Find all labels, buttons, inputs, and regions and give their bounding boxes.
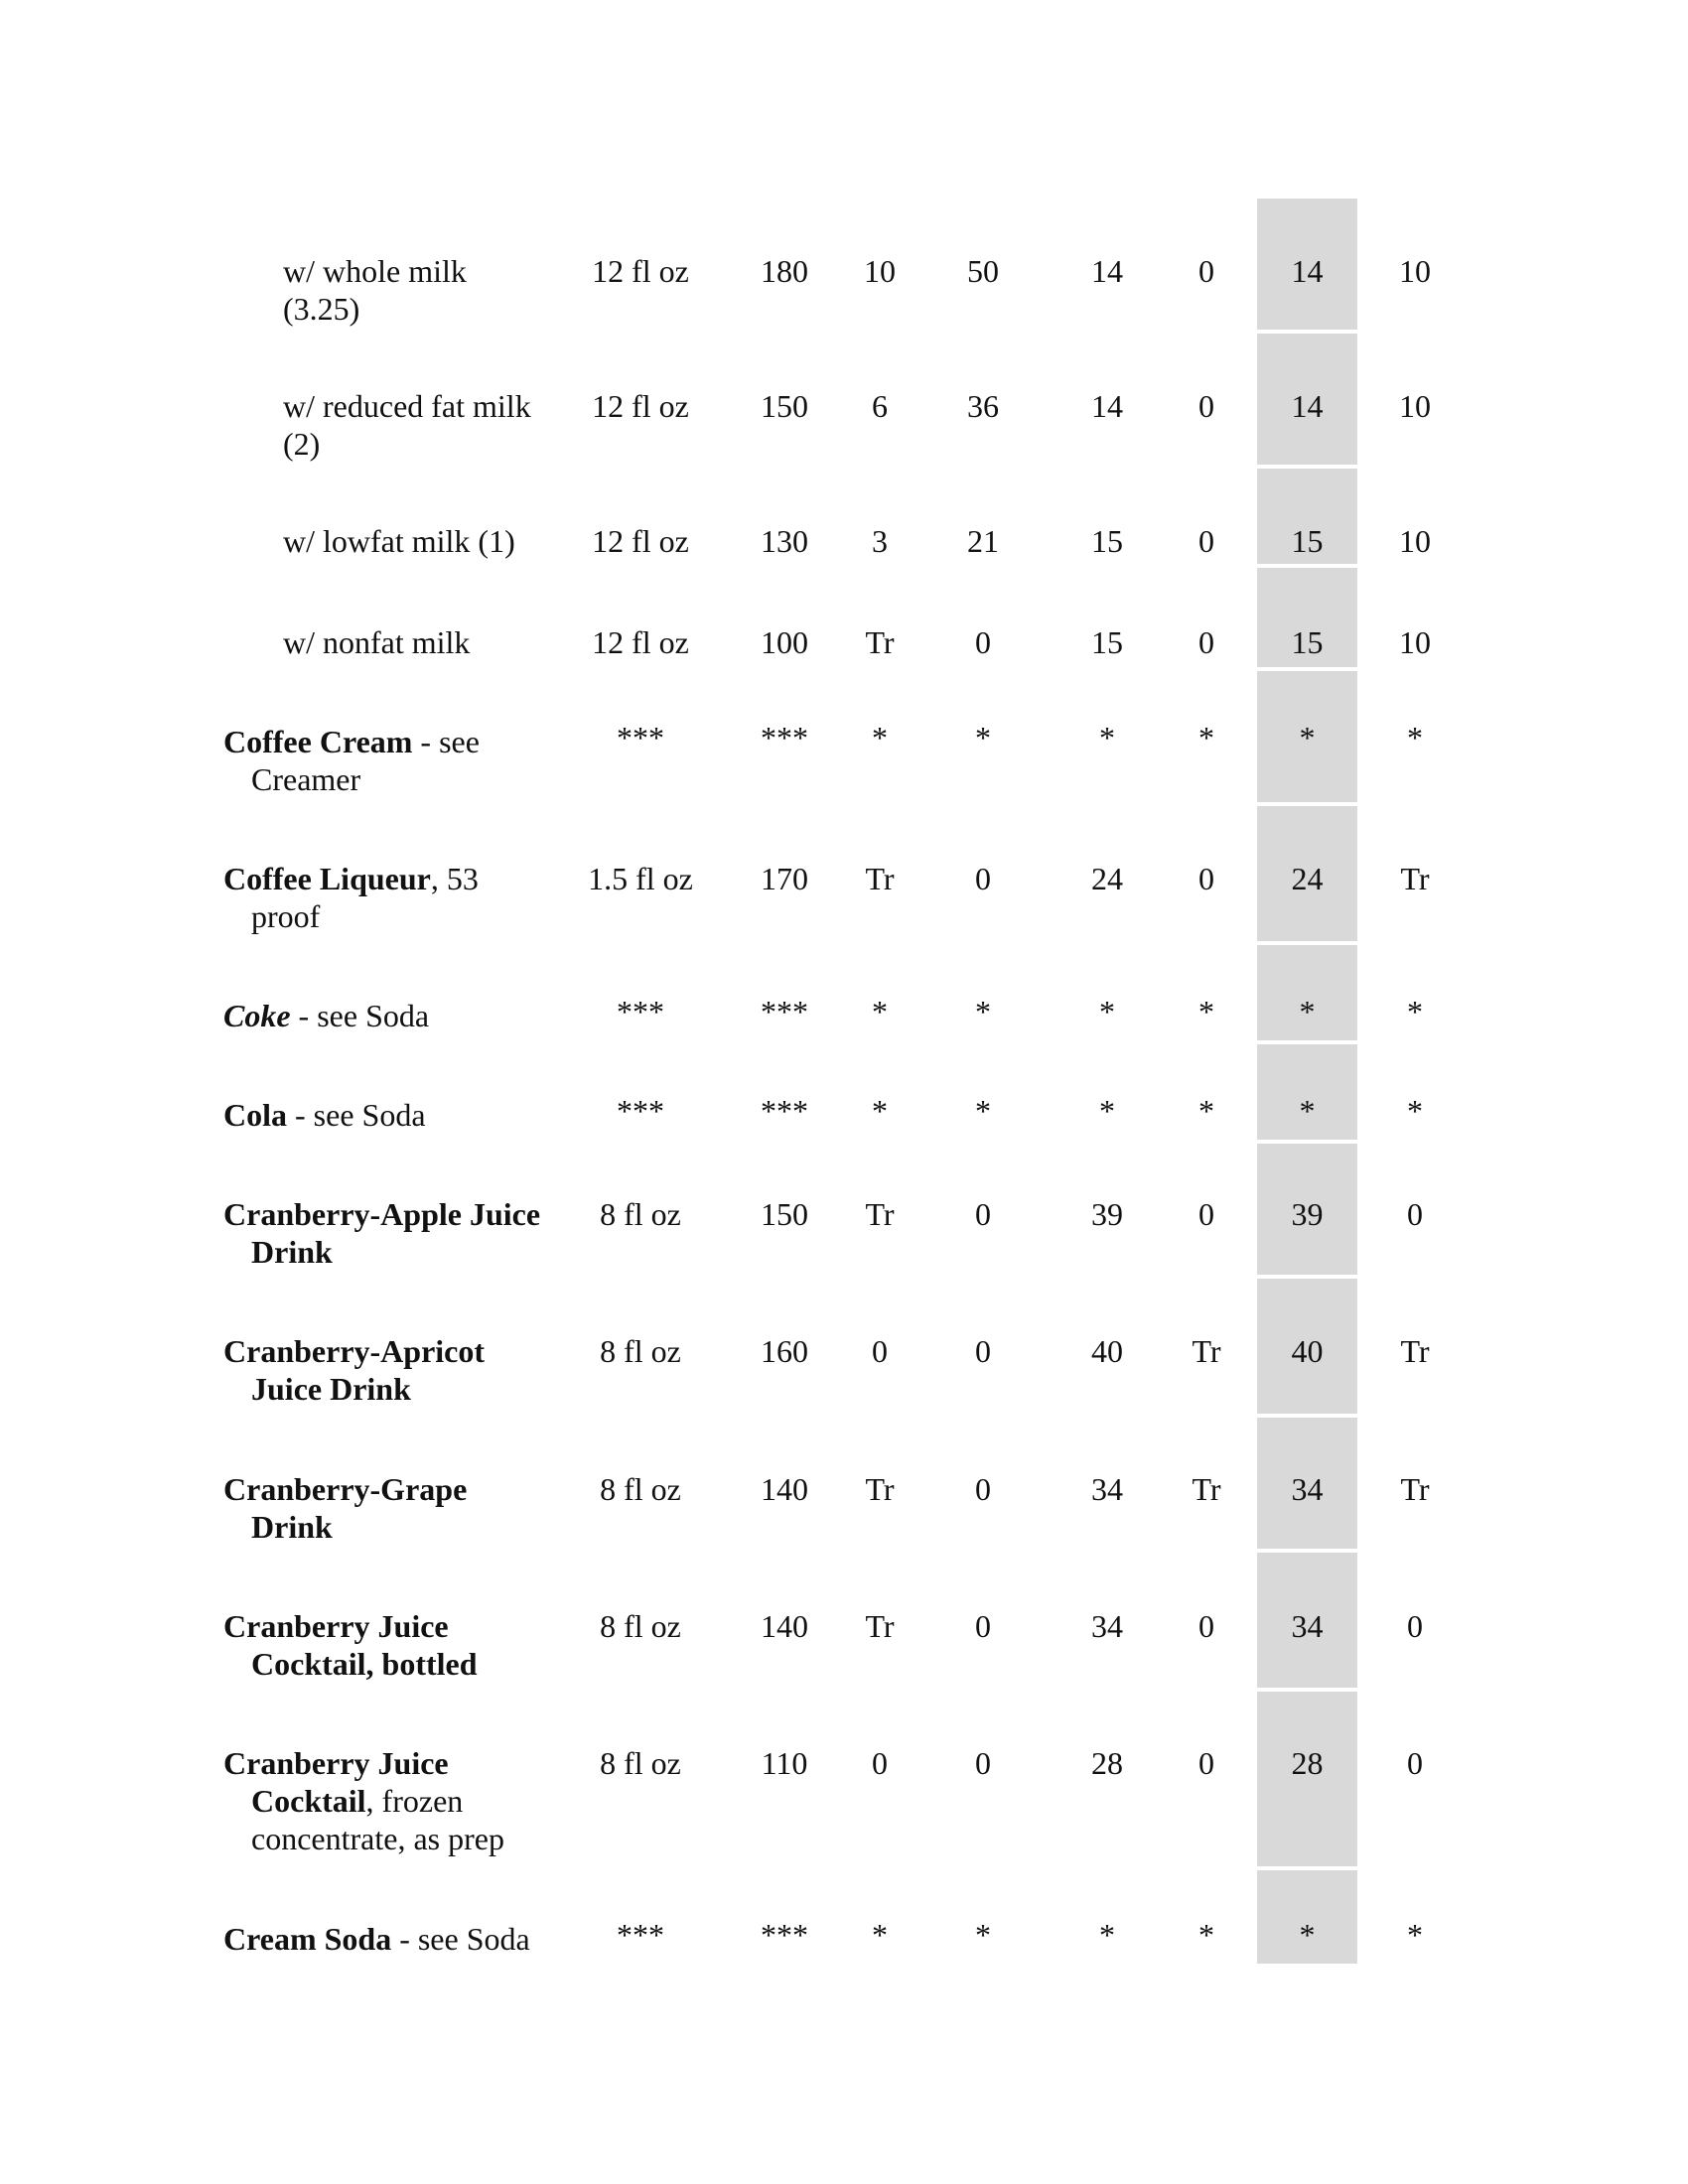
- value-cell: *: [1099, 720, 1115, 755]
- value-cell: *: [1198, 1093, 1214, 1129]
- value-cell: *: [872, 1093, 888, 1129]
- item-name: w/ whole milk (3.25): [283, 253, 467, 327]
- shaded-value-cell: *: [1299, 1917, 1316, 1953]
- serving-size: 12 fl oz: [592, 388, 689, 424]
- value-cell: Tr: [1192, 1333, 1221, 1369]
- shaded-value-cell: 28: [1291, 1745, 1324, 1781]
- value-cell: *: [1099, 1917, 1115, 1953]
- value-cell: 10: [1399, 523, 1431, 559]
- value-cell: Tr: [1400, 1471, 1430, 1507]
- value-cell: ***: [761, 720, 808, 755]
- value-cell: 0: [1198, 253, 1214, 289]
- value-cell: Tr: [1400, 861, 1430, 896]
- shaded-value-cell: 24: [1291, 861, 1324, 896]
- value-cell: 110: [761, 1745, 808, 1781]
- value-cell: 36: [967, 388, 999, 424]
- value-cell: 14: [1091, 388, 1123, 424]
- value-cell: 10: [1399, 388, 1431, 424]
- value-cell: 100: [761, 624, 808, 660]
- value-cell: 0: [872, 1745, 888, 1781]
- serving-size: 8 fl oz: [600, 1471, 681, 1507]
- value-cell: 0: [1198, 523, 1214, 559]
- value-cell: 160: [761, 1333, 808, 1369]
- item-name: Cranberry Juice Cocktail, frozen concentrate, as prep: [223, 1745, 504, 1856]
- shaded-value-cell: 40: [1291, 1333, 1324, 1369]
- value-cell: 34: [1091, 1471, 1123, 1507]
- serving-size: 8 fl oz: [600, 1196, 681, 1232]
- value-cell: 50: [967, 253, 999, 289]
- item-name: Coffee Cream - see Creamer: [223, 724, 480, 797]
- value-cell: 10: [1399, 624, 1431, 660]
- value-cell: 15: [1091, 624, 1123, 660]
- value-cell: 0: [1407, 1608, 1423, 1644]
- shaded-value-cell: *: [1299, 994, 1316, 1029]
- item-name: Cranberry Juice Cocktail, bottled: [223, 1608, 478, 1682]
- serving-size: 12 fl oz: [592, 253, 689, 289]
- value-cell: 14: [1091, 253, 1123, 289]
- value-cell: *: [975, 994, 991, 1029]
- value-cell: 10: [1399, 253, 1431, 289]
- item-name: Cream Soda - see Soda: [223, 1921, 530, 1957]
- value-cell: Tr: [1400, 1333, 1430, 1369]
- item-name: Coffee Liqueur, 53 proof: [223, 861, 479, 934]
- shaded-value-cell: 15: [1291, 624, 1324, 660]
- value-cell: *: [1198, 720, 1214, 755]
- value-cell: Tr: [865, 624, 895, 660]
- value-cell: *: [872, 720, 888, 755]
- value-cell: Tr: [1192, 1471, 1221, 1507]
- item-name: Cranberry-Grape Drink: [223, 1471, 468, 1545]
- value-cell: 0: [975, 1333, 991, 1369]
- value-cell: *: [1198, 1917, 1214, 1953]
- value-cell: *: [1407, 1093, 1423, 1129]
- value-cell: 0: [975, 1196, 991, 1232]
- shaded-value-cell: 34: [1291, 1471, 1324, 1507]
- value-cell: *: [975, 720, 991, 755]
- value-cell: 28: [1091, 1745, 1123, 1781]
- value-cell: 0: [1198, 624, 1214, 660]
- value-cell: Tr: [865, 861, 895, 896]
- serving-size: 12 fl oz: [592, 523, 689, 559]
- value-cell: 0: [1198, 861, 1214, 896]
- value-cell: *: [1407, 1917, 1423, 1953]
- item-name: Cranberry-Apricot Juice Drink: [223, 1333, 486, 1407]
- value-cell: *: [872, 994, 888, 1029]
- serving-size: 8 fl oz: [600, 1333, 681, 1369]
- serving-size: ***: [617, 1093, 664, 1129]
- value-cell: 0: [1198, 1745, 1214, 1781]
- value-cell: ***: [761, 1093, 808, 1129]
- serving-size: ***: [617, 994, 664, 1029]
- item-name: w/ reduced fat milk (2): [283, 388, 531, 462]
- value-cell: *: [872, 1917, 888, 1953]
- value-cell: *: [975, 1093, 991, 1129]
- value-cell: *: [975, 1917, 991, 1953]
- value-cell: *: [1099, 1093, 1115, 1129]
- value-cell: 40: [1091, 1333, 1123, 1369]
- value-cell: 0: [975, 1608, 991, 1644]
- serving-size: ***: [617, 720, 664, 755]
- serving-size: 8 fl oz: [600, 1745, 681, 1781]
- value-cell: 0: [872, 1333, 888, 1369]
- value-cell: 180: [761, 253, 808, 289]
- value-cell: 140: [761, 1471, 808, 1507]
- value-cell: ***: [761, 1917, 808, 1953]
- value-cell: *: [1407, 994, 1423, 1029]
- serving-size: 1.5 fl oz: [588, 861, 693, 896]
- value-cell: Tr: [865, 1196, 895, 1232]
- value-cell: 0: [975, 861, 991, 896]
- value-cell: 0: [975, 1745, 991, 1781]
- value-cell: 140: [761, 1608, 808, 1644]
- value-cell: 170: [761, 861, 808, 896]
- serving-size: 8 fl oz: [600, 1608, 681, 1644]
- serving-size: ***: [617, 1917, 664, 1953]
- value-cell: *: [1407, 720, 1423, 755]
- item-name: Cranberry-Apple Juice Drink: [223, 1196, 541, 1270]
- shaded-value-cell: *: [1299, 720, 1316, 755]
- value-cell: ***: [761, 994, 808, 1029]
- value-cell: 0: [1407, 1745, 1423, 1781]
- value-cell: Tr: [865, 1471, 895, 1507]
- value-cell: 39: [1091, 1196, 1123, 1232]
- item-name: w/ nonfat milk: [283, 624, 471, 660]
- value-cell: 0: [1198, 388, 1214, 424]
- value-cell: 21: [967, 523, 999, 559]
- value-cell: 34: [1091, 1608, 1123, 1644]
- shaded-value-cell: *: [1299, 1093, 1316, 1129]
- value-cell: *: [1198, 994, 1214, 1029]
- value-cell: 150: [761, 1196, 808, 1232]
- value-cell: 150: [761, 388, 808, 424]
- value-cell: 0: [1198, 1608, 1214, 1644]
- shaded-value-cell: 15: [1291, 523, 1324, 559]
- shaded-value-cell: 14: [1291, 388, 1324, 424]
- value-cell: 24: [1091, 861, 1123, 896]
- value-cell: 0: [1198, 1196, 1214, 1232]
- item-name: Coke - see Soda: [223, 998, 430, 1033]
- value-cell: 10: [864, 253, 896, 289]
- value-cell: 0: [975, 1471, 991, 1507]
- shaded-value-cell: 14: [1291, 253, 1324, 289]
- value-cell: 130: [761, 523, 808, 559]
- serving-size: 12 fl oz: [592, 624, 689, 660]
- value-cell: 0: [975, 624, 991, 660]
- value-cell: Tr: [865, 1608, 895, 1644]
- value-cell: *: [1099, 994, 1115, 1029]
- item-name: w/ lowfat milk (1): [283, 523, 515, 559]
- value-cell: 0: [1407, 1196, 1423, 1232]
- shaded-value-cell: 34: [1291, 1608, 1324, 1644]
- value-cell: 6: [872, 388, 888, 424]
- item-name: Cola - see Soda: [223, 1097, 426, 1133]
- shaded-value-cell: 39: [1291, 1196, 1324, 1232]
- value-cell: 3: [872, 523, 888, 559]
- value-cell: 15: [1091, 523, 1123, 559]
